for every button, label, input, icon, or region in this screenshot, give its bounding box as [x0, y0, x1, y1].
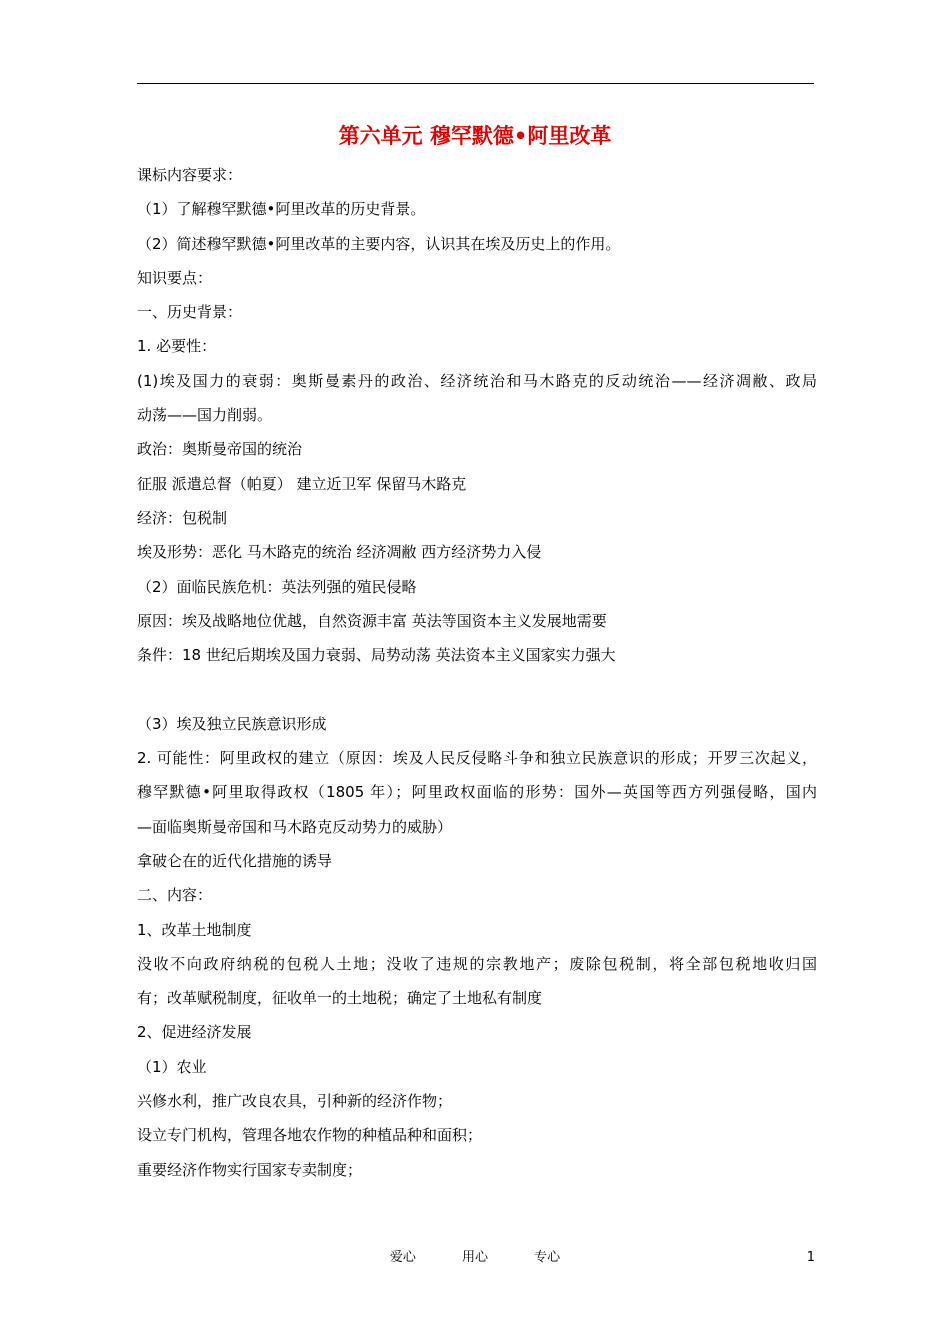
- text-line: （3）埃及独立民族意识形成: [137, 714, 327, 733]
- text-line: 2. 可能性：阿里政权的建立（原因：埃及人民反侵略斗争和独立民族意识的形成；开罗三次起义，: [137, 749, 817, 768]
- text-line: 条件：18 世纪后期埃及国力衰弱、局势动荡 英法资本主义国家实力强大: [137, 646, 616, 665]
- text-line: 埃及形势：恶化 马木路克的统治 经济凋敝 西方经济势力入侵: [137, 543, 542, 562]
- text-line: （2）面临民族危机：英法列强的殖民侵略: [137, 577, 417, 596]
- text-line: (1)埃及国力的衰弱：奥斯曼素丹的政治、经济统治和马木路克的反动统治——经济凋敝、政局: [137, 371, 817, 390]
- text-line: （2）简述穆罕默德•阿里改革的主要内容，认识其在埃及历史上的作用。: [137, 234, 621, 253]
- text-line: 2、促进经济发展: [137, 1023, 252, 1042]
- text-line: 原因：埃及战略地位优越，自然资源丰富 英法等国资本主义发展地需要: [137, 611, 607, 630]
- text-line: —面临奥斯曼帝国和马木路克反动势力的威胁）: [137, 817, 453, 836]
- text-line: 征服 派遣总督（帕夏） 建立近卫军 保留马木路克: [137, 474, 467, 493]
- text-line: 设立专门机构，管理各地农作物的种植品种和面积；: [137, 1126, 483, 1145]
- page-number: 1: [806, 1250, 815, 1265]
- text-line: 兴修水利，推广改良农具，引种新的经济作物；: [137, 1092, 453, 1111]
- document-title: 第六单元 穆罕默德•阿里改革: [338, 124, 612, 148]
- text-line: 拿破仑在的近代化措施的诱导: [137, 851, 333, 870]
- text-line: 没收不向政府纳税的包税人土地；没收了违规的宗教地产；废除包税制，将全部包税地收归国: [137, 954, 817, 973]
- text-line: 二、内容：: [137, 886, 213, 905]
- header-rule: [137, 83, 814, 84]
- text-line: 重要经济作物实行国家专卖制度；: [137, 1160, 363, 1179]
- text-line: 经济：包税制: [137, 508, 228, 527]
- text-line: （1）农业: [137, 1057, 207, 1076]
- text-line: 1、改革土地制度: [137, 920, 252, 939]
- footer-motto-1: 爱心: [389, 1250, 416, 1265]
- text-line: 1. 必要性：: [137, 337, 217, 356]
- footer-motto-2: 用心: [461, 1250, 488, 1265]
- footer-motto-3: 专心: [534, 1250, 561, 1265]
- document-body: [137, 158, 817, 1187]
- blank-line: [137, 672, 817, 706]
- text-line: （1）了解穆罕默德•阿里改革的历史背景。: [137, 200, 426, 219]
- text-line: 知识要点：: [137, 268, 213, 287]
- text-line: 政治：奥斯曼帝国的统治: [137, 440, 303, 459]
- text-line: 动荡——国力削弱。: [137, 406, 273, 425]
- text-line: 课标内容要求：: [137, 166, 243, 184]
- text-line: 一、历史背景：: [137, 303, 243, 322]
- text-line: 穆罕默德•阿里取得政权（1805 年）；阿里政权面临的形势：国外—英国等西方列强侵略，国内: [137, 783, 817, 802]
- text-line: 有；改革赋税制度，征收单一的土地税；确定了土地私有制度: [137, 989, 543, 1008]
